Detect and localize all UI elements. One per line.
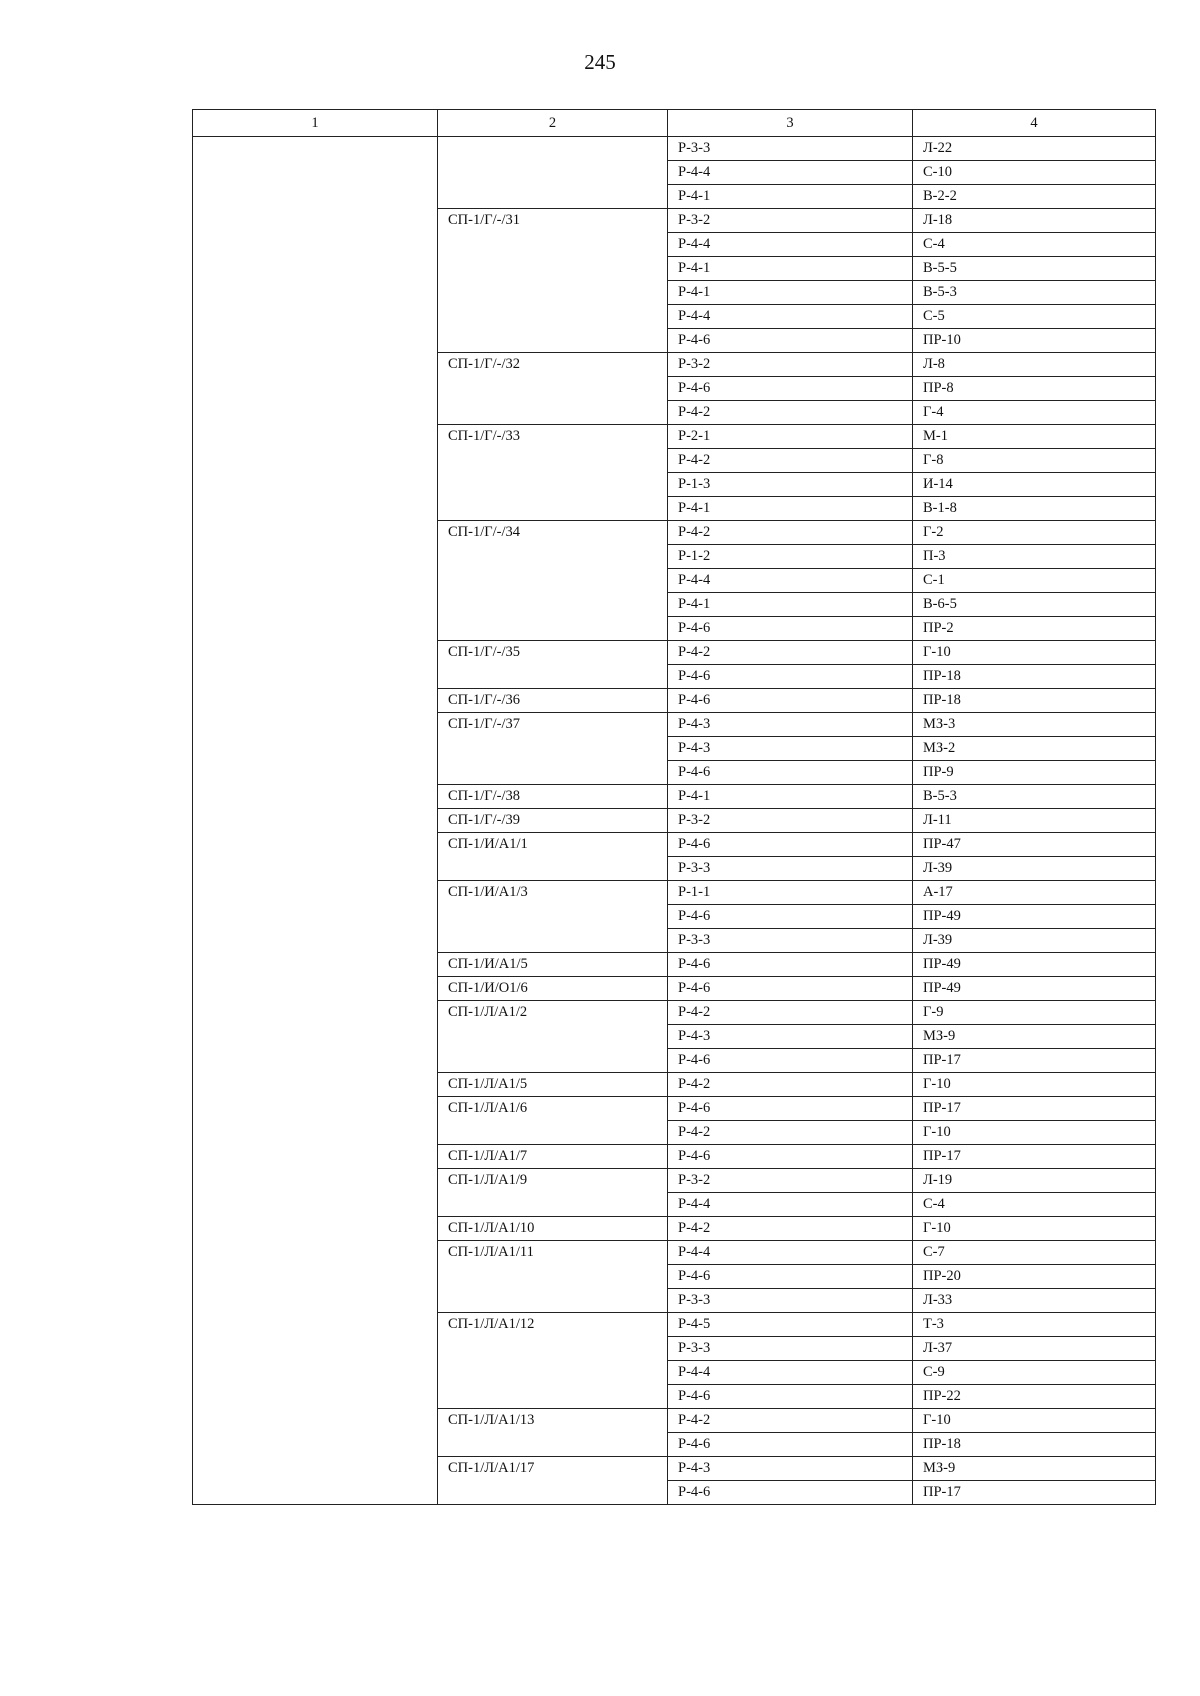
column-4-cell: В-6-5	[913, 593, 1156, 617]
code-cell: СП-1/Л/А1/2	[438, 1001, 668, 1073]
code-cell: СП-1/Г/-/35	[438, 641, 668, 689]
column-3-cell: Р-4-4	[668, 1241, 913, 1265]
column-4-cell: Л-39	[913, 857, 1156, 881]
column-4-cell: Л-33	[913, 1289, 1156, 1313]
column-4-cell: Т-3	[913, 1313, 1156, 1337]
column-4-cell: ПР-17	[913, 1481, 1156, 1505]
column-4-cell: ПР-20	[913, 1265, 1156, 1289]
column-4-cell: Г-10	[913, 1073, 1156, 1097]
column-4-cell: ПР-18	[913, 689, 1156, 713]
code-cell: СП-1/Л/А1/17	[438, 1457, 668, 1505]
column-3-cell: Р-4-6	[668, 329, 913, 353]
column-3-cell: Р-4-6	[668, 1145, 913, 1169]
column-1-cell	[193, 137, 438, 1505]
column-3-cell: Р-4-6	[668, 1265, 913, 1289]
column-3-cell: Р-4-2	[668, 1121, 913, 1145]
column-3-cell: Р-3-3	[668, 1289, 913, 1313]
column-3-cell: Р-4-3	[668, 1457, 913, 1481]
column-4-cell: ПР-17	[913, 1049, 1156, 1073]
column-3-cell: Р-4-2	[668, 1073, 913, 1097]
column-3-cell: Р-4-6	[668, 905, 913, 929]
column-4-cell: ПР-10	[913, 329, 1156, 353]
column-4-cell: Л-39	[913, 929, 1156, 953]
column-3-cell: Р-4-6	[668, 689, 913, 713]
column-3-cell: Р-4-1	[668, 593, 913, 617]
column-4-cell: С-1	[913, 569, 1156, 593]
column-4-cell: Г-2	[913, 521, 1156, 545]
column-4-cell: ПР-17	[913, 1097, 1156, 1121]
column-3-cell: Р-4-4	[668, 161, 913, 185]
code-cell: СП-1/Л/А1/5	[438, 1073, 668, 1097]
code-cell: СП-1/И/А1/3	[438, 881, 668, 953]
column-4-cell: Л-11	[913, 809, 1156, 833]
column-4-cell: МЗ-3	[913, 713, 1156, 737]
column-3-cell: Р-4-6	[668, 1385, 913, 1409]
column-4-cell: ПР-49	[913, 905, 1156, 929]
code-cell: СП-1/Л/А1/10	[438, 1217, 668, 1241]
column-3-cell: Р-4-2	[668, 401, 913, 425]
column-4-cell: В-1-8	[913, 497, 1156, 521]
column-4-cell: С-7	[913, 1241, 1156, 1265]
column-4-cell: В-2-2	[913, 185, 1156, 209]
column-4-cell: Г-8	[913, 449, 1156, 473]
code-cell: СП-1/Г/-/34	[438, 521, 668, 641]
code-cell: СП-1/Л/А1/6	[438, 1097, 668, 1145]
column-4-cell: МЗ-9	[913, 1025, 1156, 1049]
column-3-cell: Р-4-4	[668, 1361, 913, 1385]
column-3-cell: Р-4-6	[668, 953, 913, 977]
column-4-cell: Л-37	[913, 1337, 1156, 1361]
column-4-cell: Г-10	[913, 641, 1156, 665]
code-cell: СП-1/Л/А1/13	[438, 1409, 668, 1457]
column-3-cell: Р-4-4	[668, 1193, 913, 1217]
code-cell: СП-1/Г/-/36	[438, 689, 668, 713]
column-3-cell: Р-4-4	[668, 305, 913, 329]
column-3-cell: Р-4-5	[668, 1313, 913, 1337]
column-3-cell: Р-1-2	[668, 545, 913, 569]
column-4-cell: И-14	[913, 473, 1156, 497]
column-4-cell: С-4	[913, 233, 1156, 257]
column-4-cell: С-9	[913, 1361, 1156, 1385]
code-cell: СП-1/И/А1/1	[438, 833, 668, 881]
column-3-cell: Р-4-2	[668, 1217, 913, 1241]
column-4-cell: М-1	[913, 425, 1156, 449]
column-3-cell: Р-4-6	[668, 617, 913, 641]
code-cell: СП-1/Л/А1/12	[438, 1313, 668, 1409]
column-4-cell: Г-10	[913, 1121, 1156, 1145]
column-3-cell: Р-4-6	[668, 1097, 913, 1121]
column-3-cell: Р-1-1	[668, 881, 913, 905]
code-cell	[438, 137, 668, 209]
column-3-cell: Р-3-2	[668, 209, 913, 233]
code-cell: СП-1/Г/-/37	[438, 713, 668, 785]
code-cell: СП-1/И/О1/6	[438, 977, 668, 1001]
column-3-cell: Р-4-2	[668, 1001, 913, 1025]
page-number: 245	[584, 50, 616, 74]
column-3-cell: Р-4-1	[668, 785, 913, 809]
column-3-cell: Р-3-3	[668, 1337, 913, 1361]
column-3-cell: Р-4-3	[668, 713, 913, 737]
column-4-cell: П-3	[913, 545, 1156, 569]
column-3-cell: Р-4-6	[668, 377, 913, 401]
code-cell: СП-1/Г/-/32	[438, 353, 668, 425]
column-3-cell: Р-4-6	[668, 761, 913, 785]
column-4-cell: Л-8	[913, 353, 1156, 377]
document-table	[192, 109, 1156, 1505]
column-4-cell: Г-9	[913, 1001, 1156, 1025]
column-4-cell: ПР-49	[913, 953, 1156, 977]
column-4-cell: МЗ-2	[913, 737, 1156, 761]
column-4-cell: ПР-17	[913, 1145, 1156, 1169]
column-3-cell: Р-4-6	[668, 833, 913, 857]
column-4-cell: В-5-3	[913, 281, 1156, 305]
column-header-1: 1	[193, 110, 438, 137]
column-header-2: 2	[438, 110, 668, 137]
column-3-cell: Р-3-3	[668, 857, 913, 881]
column-3-cell: Р-4-3	[668, 737, 913, 761]
column-3-cell: Р-4-1	[668, 185, 913, 209]
code-cell: СП-1/Л/А1/9	[438, 1169, 668, 1217]
column-3-cell: Р-4-1	[668, 497, 913, 521]
column-3-cell: Р-3-2	[668, 809, 913, 833]
code-cell: СП-1/Г/-/39	[438, 809, 668, 833]
code-cell: СП-1/Л/А1/11	[438, 1241, 668, 1313]
column-4-cell: Г-10	[913, 1217, 1156, 1241]
column-3-cell: Р-4-6	[668, 977, 913, 1001]
code-cell: СП-1/И/А1/5	[438, 953, 668, 977]
column-4-cell: ПР-2	[913, 617, 1156, 641]
column-3-cell: Р-1-3	[668, 473, 913, 497]
column-3-cell: Р-4-6	[668, 1481, 913, 1505]
column-4-cell: С-10	[913, 161, 1156, 185]
column-4-cell: Г-10	[913, 1409, 1156, 1433]
column-4-cell: Г-4	[913, 401, 1156, 425]
column-3-cell: Р-3-3	[668, 929, 913, 953]
column-4-cell: В-5-3	[913, 785, 1156, 809]
column-3-cell: Р-2-1	[668, 425, 913, 449]
code-cell: СП-1/Г/-/31	[438, 209, 668, 353]
column-4-cell: ПР-9	[913, 761, 1156, 785]
column-3-cell: Р-4-3	[668, 1025, 913, 1049]
column-4-cell: С-4	[913, 1193, 1156, 1217]
column-4-cell: В-5-5	[913, 257, 1156, 281]
column-3-cell: Р-4-2	[668, 1409, 913, 1433]
column-4-cell: Л-19	[913, 1169, 1156, 1193]
column-3-cell: Р-4-6	[668, 1433, 913, 1457]
column-3-cell: Р-4-1	[668, 257, 913, 281]
column-3-cell: Р-4-2	[668, 641, 913, 665]
column-4-cell: ПР-47	[913, 833, 1156, 857]
header-row	[193, 110, 1156, 137]
column-3-cell: Р-4-1	[668, 281, 913, 305]
column-4-cell: ПР-18	[913, 1433, 1156, 1457]
column-header-4: 4	[913, 110, 1156, 137]
code-cell: СП-1/Г/-/33	[438, 425, 668, 521]
table-row	[193, 137, 1156, 161]
column-3-cell: Р-3-3	[668, 137, 913, 161]
column-3-cell: Р-4-6	[668, 665, 913, 689]
column-4-cell: МЗ-9	[913, 1457, 1156, 1481]
column-3-cell: Р-4-2	[668, 521, 913, 545]
column-3-cell: Р-4-2	[668, 449, 913, 473]
column-3-cell: Р-4-4	[668, 233, 913, 257]
column-4-cell: Л-22	[913, 137, 1156, 161]
column-4-cell: А-17	[913, 881, 1156, 905]
column-4-cell: С-5	[913, 305, 1156, 329]
column-3-cell: Р-4-6	[668, 1049, 913, 1073]
code-cell: СП-1/Г/-/38	[438, 785, 668, 809]
column-4-cell: ПР-22	[913, 1385, 1156, 1409]
column-4-cell: ПР-8	[913, 377, 1156, 401]
column-3-cell: Р-4-4	[668, 569, 913, 593]
column-3-cell: Р-3-2	[668, 1169, 913, 1193]
column-header-3: 3	[668, 110, 913, 137]
column-3-cell: Р-3-2	[668, 353, 913, 377]
table-body	[193, 137, 1156, 1505]
column-4-cell: ПР-49	[913, 977, 1156, 1001]
column-4-cell: ПР-18	[913, 665, 1156, 689]
column-4-cell: Л-18	[913, 209, 1156, 233]
code-cell: СП-1/Л/А1/7	[438, 1145, 668, 1169]
